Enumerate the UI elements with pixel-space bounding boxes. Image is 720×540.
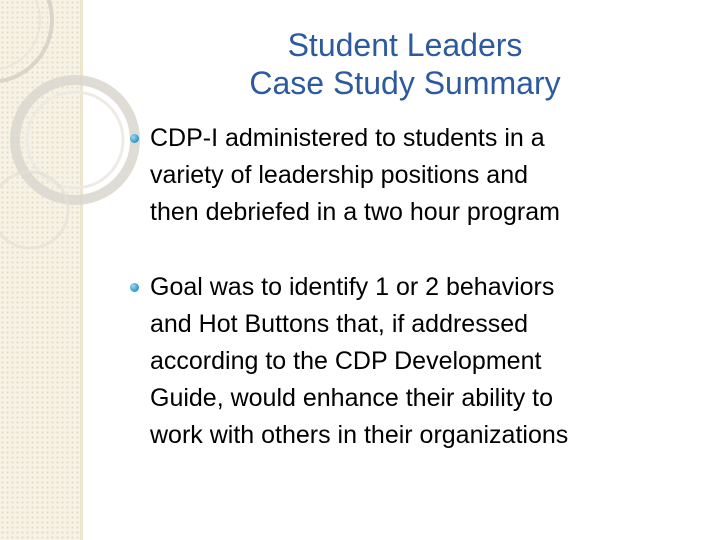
slide-title	[150, 26, 660, 102]
bullet-2-line-2: and Hot Buttons that, if addressed	[150, 310, 529, 338]
bullet-item-2	[128, 269, 708, 454]
bullet-2-line-5: work with others in their organizations	[150, 421, 569, 449]
bullet-2-line-4: Guide, would enhance their ability to	[150, 384, 554, 412]
bullet-dot-icon	[130, 283, 139, 292]
bullet-dot-icon	[130, 134, 139, 143]
bullet-2-line-1: Goal was to identify 1 or 2 behaviors	[150, 273, 555, 301]
bullet-list	[128, 120, 708, 454]
bullet-item-1	[128, 120, 708, 231]
title-line-1: Student Leaders	[287, 27, 523, 63]
bullet-1-line-2: variety of leadership positions and	[150, 161, 529, 189]
title-line-2: Case Study Summary	[249, 65, 561, 101]
bullet-1-line-1: CDP-I administered to students in a	[150, 124, 545, 152]
bullet-1-line-3: then debriefed in a two hour program	[150, 198, 560, 226]
bullet-2-line-3: according to the CDP Development	[150, 347, 542, 375]
